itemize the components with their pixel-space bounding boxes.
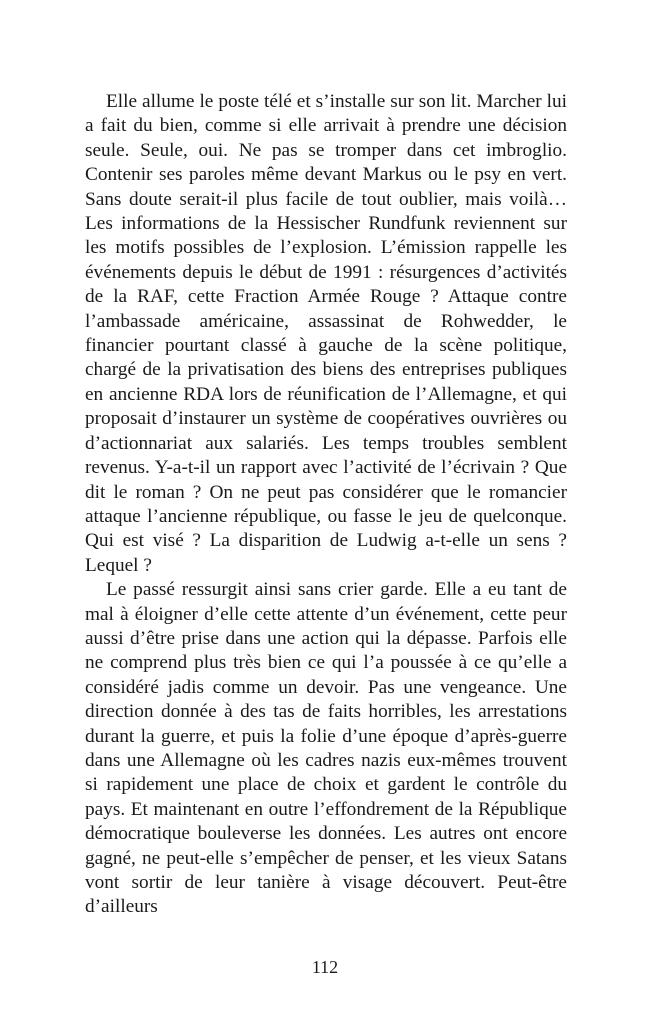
page-body	[85, 90, 567, 920]
paragraph-1: Elle allume le poste télé et s’installe sur son lit. Marcher lui a fait du bien, comme si elle arrivait à prendre une décision seule. Seule, oui. Ne pas se tromper dans cet imbroglio. Contenir ses paroles même devant Markus ou le psy en vert. Sans doute serait-il plus facile de tout oublier, mais voilà… Les informations de la Hessischer Rundfunk reviennent sur les motifs possibles de l’explosion. L’émission rappelle les événements depuis le début de 1991 : résurgences d’activités de la RAF, cette Fraction Armée Rouge ? Attaque contre l’ambassade américaine, assassinat de Rohwedder, le financier pourtant classé à gauche de la scène politique, chargé de la privatisation des biens des entreprises publiques en ancienne RDA lors de réunification de l’Allemagne, et qui proposait d’instaurer un système de coopératives ouvrières ou d’actionnariat aux salariés. Les temps troubles semblent revenus. Y-a-t-il un rapport avec l’activité de l’écrivain ? Que dit le roman ? On ne peut pas considérer que le romancier attaque l’ancienne république, ou fasse le jeu de quelconque. Qui est visé ? La disparition de Ludwig a-t-elle un sens ? Lequel ?	[85, 91, 567, 576]
page-number: 112	[311, 957, 339, 977]
paragraph-2: Le passé ressurgit ainsi sans crier garde. Elle a eu tant de mal à éloigner d’elle cette attente d’un événement, cette peur aussi d’être prise dans une action qui la dépasse. Parfois elle ne comprend plus très bien ce qui l’a poussée à ce qu’elle a considéré jadis comme un devoir. Pas une vengeance. Une direction donnée à des tas de faits horribles, les arrestations durant la guerre, et puis la folie d’une époque d’après-guerre dans une Allemagne où les cadres nazis eux-mêmes trouvent si rapidement une place de choix et gardent le contrôle du pays. Et maintenant en outre l’effondrement de la République démocratique bouleverse les données. Les autres ont encore gagné, ne peut-elle s’empêcher de penser, et les vieux Satans vont sortir de leur tanière à visage découvert. Peut-être d’ailleurs	[85, 579, 567, 918]
